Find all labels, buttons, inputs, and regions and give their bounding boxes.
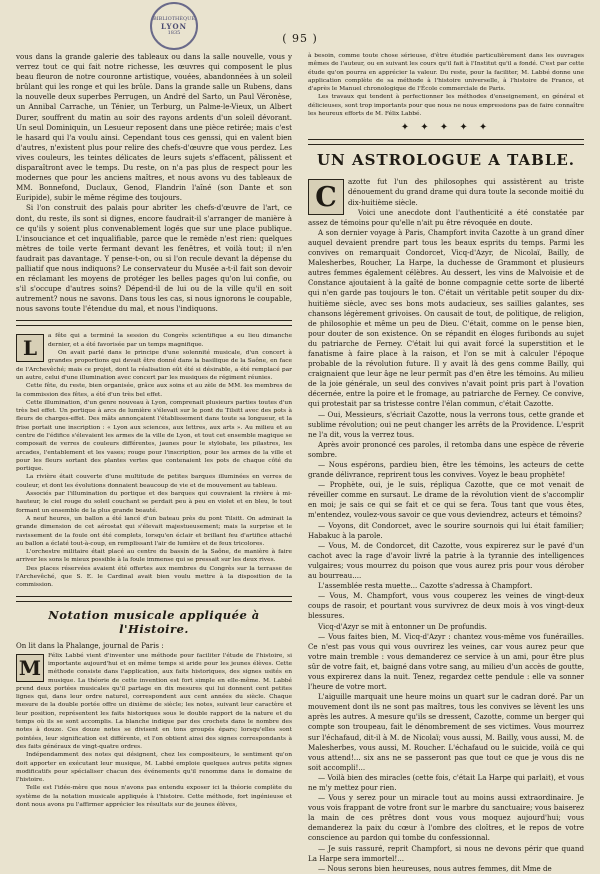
astrologue-paragraph-11: — Vous, M. Champfort, vous vous couperez les veines de vingt-deux coups de rasoir, et pourtant vous survivrez de deux mois à vos vingt-deux blessures. <box>308 591 584 621</box>
stamp-top-text: BIBLIOTHÈQUE <box>152 15 196 22</box>
astrologue-paragraph-3: A son dernier voyage à Paris, Champfort invita Cazotte à un grand dîner auquel devaient prendre part tous les beaux esprits du temps. Parmi les convives on remarquait Condorcet, Vicq-d'Azyr, de Nicolaï, Bailly, de Malesherbes, Roucher, La Harpe, la duchesse de Grammont et plusieurs autres femmes également célèbres. Au dessert, les vins de Malvoisie et de Constance ajoutaient à la gaîté de bonne compagnie cette sorte de liberté qui n'en garde pas toujours le ton. C'était un véritable petit souper du dix-huitième siècle, avec ses bons mots audacieux, ses saillies galantes, ses chansons légèrement grivoises. On causait de tout, de politique, de religion, de philosophie et même un peu de Dieu. C'était, comme on le pense bien, pour douter de son existence. On se répandit en éloges furibonds au sujet du patriarche de Ferney. C'était lui qui avait forcé la superstition et le fanatisme à faire place à la raison, et l'on se mit à calculer l'époque probable de la révolution future. Il y avait là des gens comme Bailly, qui craignaient que leur âge ne leur permît pas d'en être les témoins. Au milieu de la joie générale, un seul des convives n'avait point pris part à l'ovation décernée, entre la poire et le fromage, au patriarche de Ferney. Ce convive, qui protestait par sa tristesse contre l'élan commun, c'était Cazotte. <box>308 227 584 409</box>
astrologue-paragraph-18: — Nous serons bien heureuses, nous autres femmes, dit Mme de <box>318 863 552 873</box>
fete-dropcap: L <box>16 334 44 362</box>
notation-continued-1: à besoin, comme toute chose sérieuse, d'être étudiée particulièrement dans les ouvrages mêmes de l'auteur, ou en suivant les cours qu'il fait à l'Institut qu'il a fondé. C'est par cette étude qu'on pourra en apprécier la valeur. Du reste, pour la faciliter, M. Labbé donne une application complète de sa méthode à l'histoire universelle, à l'histoire de France, et d'après le Manuel chronologique de l'École commerciale de Paris. <box>308 53 584 93</box>
notation-dropcap: M <box>16 654 44 682</box>
astrologue-headline: UN ASTROLOGUE A TABLE. <box>316 151 576 170</box>
fete-article <box>16 332 292 589</box>
astrologue-paragraph-2: Voici une anecdote dont l'authenticité a été constatée par assez de témoins pour qu'elle n'ait pu être révoquée en doute. <box>308 207 584 227</box>
fete-paragraph-1: a fête qui a terminé la session du Congrès scientifique a eu lieu dimanche dernier, et a été favorisée par un temps magnifique. <box>48 333 292 348</box>
section-divider <box>16 596 292 602</box>
left-column <box>16 52 292 836</box>
right-column <box>308 52 584 873</box>
astrologue-paragraph-16: — Vous y serez pour un miracle tout au moins aussi extraordinaire. Je vous vois frappant de votre front sur le marbre du sanctuaire; vous baiserez la main de ces prêtres dont vous vous moquez aujourd'hui; vous demanderez la paix du cœur à l'ombre des cloîtres, et le repos de votre conscience au pardon qui tombe du confessionnal. <box>308 793 584 843</box>
museum-paragraph-2: Si l'on construit des palais pour abriter les chefs-d'œuvre de l'art, ce dont, du reste, ils sont si dignes, encore faudrait-il s'arranger de manière à ce qu'ils y soient plus convenablement logés que sur une place publique. L'insouciance et cet inqualifiable, parce que le remède n'est rien: quelques mètres de toile verte fermant devant les fenêtres, et voilà tout; il n'en faudrait pas davantage. Y pense-t-on, ou si l'on recule devant la dépense du palliatif que nous indiquons? Le conservateur du Musée a-t-il fait son devoir en réclamant les moyens de protéger les belles pages qu'on lui confie, ou s'il s'occupe d'autres soins? Dépend-il de lui ou de la ville qu'il en soit autrement? nous ne savons. Dans tous les cas, si nous ignorons le coupable, nous savons toute l'étendue du mal, et nous l'indiquons. <box>16 203 292 314</box>
stamp-city-text: LYON <box>161 21 187 31</box>
notation-headline: Notation musicale appliquée à l'Histoire. <box>48 607 260 636</box>
astrologue-paragraph-6: — Nous espérons, pardieu bien, être les témoins, les acteurs de cette grande délivrance, reprirent tous les convives. Voyez le beau prophète! <box>308 460 584 480</box>
astrologue-paragraph-8: — Voyons, dit Condorcet, avec le sourire sournois qui lui était familier; Habakuc à la parole. <box>308 520 584 540</box>
fete-paragraph-8: L'orchestre militaire était placé au centre du bassin de la Saône, de manière à faire arriver les sons le mieux possible à la foule immense qui se pressait sur les deux rives. <box>16 549 292 564</box>
notation-paragraph-1: Félix Labbé vient d'inventer une méthode pour faciliter l'étude de l'histoire, si importante aujourd'hui et en même temps si aride pour les jeunes élèves. Cette méthode consiste dans l'application, aux faits historiques, des signes usités en musique. La théorie de cette invention est fort simple en elle-même. M. Labbé prend deux portées musicales qu'il partage en dix mesures qui lui donnent cent petites lignes qui, dans leur ordre naturel, correspondent aux cent années du siècle. Chaque mesure de la double portée offre un dixième de siècle; les notes, suivant leur caractère et leur position, représentent les faits historiques sous le double rapport de la nature et du temps où ils se sont accomplis. La blanche indique par des crochets dans le nombre des notes à douze. Ces douze notes se divisent en tons groupés épars; lorsqu'elles sont pointées, leur signification est différente, et l'on obtient ainsi des signes correspondants à des faits généraux de vingt-quatre ordres. <box>16 652 292 750</box>
section-divider <box>16 320 292 326</box>
fete-paragraph-7: A neuf heures, un ballon a été lancé d'un bateau près du pont Tilsitt. On admirait la grande dimension de cet aérostat qui s'élevait majestueusement; mais la surprise et le ravissement de la foule ont été complets, lorsqu'en éclair et brillant feu d'artifice attaché au ballon a éclaté tout-à-coup, en remplissant l'air de lumière et de feux tricolores. <box>16 515 292 547</box>
fete-paragraph-6: Associés par l'illumination du portique et des barques qui couvraient la rivière à mi-hauteur, le ciel rouge du soleil couchant se perdait peu à peu en violet et en bleu, le tout formant un ensemble de la plus grande beauté. <box>16 491 292 514</box>
astrologue-paragraph-13: — Vous faites bien, M. Vicq-d'Azyr : chantez vous-même vos funérailles. Ce n'est pas vous qui vous ouvrirez les veines, car vous aurez peur que votre main tremble : vous demanderez ce service à un ami, pour être plus sûr de votre fait, et, baigné dans votre sang, au milieu d'un accès de goutte, vous expirerez dans la nuit. Tenez, regardez cette pendule : elle va sonner l'heure de votre mort. <box>308 631 584 692</box>
astrologue-dropcap: C <box>308 179 344 215</box>
fete-paragraph-4: Cette illumination, d'un genre nouveau à Lyon, comprenait plusieurs parties toutes d'un très bel effet. Un portique à arcs de lumière s'élevait sur le pont du Tilsitt avec des pots à fleurs de charges-effet. Des mâts annonçaient l'établissement dans toute sa longueur, et la frise portait une inscription : « Lyon aux sciences, aux lettres, aux arts ». Au milieu et au centre de l'édifice s'élevaient les armes de la ville de Lyon, et tout cet ensemble magique se composait de verres de couleurs différentes, jaunes pour le stylobate, les pilastres, les arcades, l'entablement et les vases; rouge pour l'inscription, pour les armes de la ville et pour les fleurs sortant des plantes vertes que contenaient les pots de chaque côté du portique. <box>16 399 292 473</box>
astrologue-paragraph-10: L'assemblée resta muette... Cazotte s'adressa à Champfort. <box>318 581 533 591</box>
page-number: ( 95 ) <box>282 32 318 45</box>
astrologue-paragraph-15: — Voilà bien des miracles (cette fois, c'était La Harpe qui parlait), et vous ne m'y mettez pour rien. <box>308 772 584 792</box>
astrologue-paragraph-14: L'aiguille marquait une heure moins un quart sur le cadran doré. Par un mouvement dont ils ne sont pas maîtres, tous les convives se lèvent les uns après les autres. A mesure qu'ils se dressent, Cazotte, comme un berger qui compte son troupeau, fait le dénombrement de ses victimes. Vous mourrez sur l'échafaud, dit-il à M. de Nicolaï; vous aussi, M. Bailly, vous aussi, M. de Malesherbes, vous aussi, M. Roucher. L'échafaud ou le suicide, voilà ce qui vous attend!... six ans ne se passeront pas que tout ce que je vous dis ne soit accompli!... <box>308 692 584 772</box>
section-divider <box>308 139 584 145</box>
astrologue-article <box>308 177 584 873</box>
astrologue-paragraph-1: azotte fut l'un des philosophes qui assistèrent au triste dénouement du grand drame qui dura toute la seconde moitié du dix-huitième siècle. <box>348 177 584 207</box>
fete-paragraph-9: Des places réservées avaient été offertes aux membres du Congrès sur la terrasse de l'Archevêché, que S. E. le Cardinal avait bien voulu mettre à la disposition de la commission. <box>16 565 292 589</box>
astrologue-paragraph-4: — Oui, Messieurs, s'écriait Cazotte, nous la verrons tous, cette grande et sublime révolution; oui ne peut changer les arrêts de la Providence. L'esprit ne l'a dit, vous la verrez tous. <box>308 409 584 439</box>
notation-byline: On lit dans la Phalange, journal de Paris : <box>16 641 164 650</box>
astrologue-paragraph-7: — Prophète, oui, je le suis, répliqua Cazotte, que ce mot venait de réveiller comme en sursaut. Le drame de la révolution vient de s'accomplir en moi; je sais ce qui se fait et ce qui se fera. Tous tant que vous êtes, m'entendez, voulez-vous savoir ce que vous deviendrez, acteurs et témoins? <box>308 480 584 520</box>
fete-paragraph-2: On avait parlé dans le principe d'une solennité musicale, d'un concert à grandes proportions qui devait être donné dans la basilique de la Saône, en face de l'Archevêché; mais ce projet, dont la réalisation eût été si désirable, a été remplacé par un autre, celui d'une illumination avec concert par les musiques de régiment réunies. <box>16 350 292 381</box>
ornament-divider: ✦ ✦ ✦ ✦ ✦ <box>400 122 492 134</box>
notation-article <box>16 652 292 810</box>
astrologue-paragraph-17: — Je suis rassuré, reprit Champfort, si nous ne devons périr que quand La Harpe sera immortel!... <box>308 843 584 863</box>
astrologue-paragraph-5: Après avoir prononcé ces paroles, il retomba dans une espèce de rêverie sombre. <box>308 439 584 459</box>
fete-paragraph-3: Cette fête, du reste, bien organisée, grâce aux soins et au zèle de MM. les membres de la commission des fêtes, a été d'un très bel effet. <box>16 383 292 398</box>
astrologue-paragraph-9: — Vous, M. de Condorcet, dit Cazotte, vous expirerez sur le pavé d'un cachot avec la rage d'avoir livré la patrie à la tyrannie des intelligences vulgaires; vous mourrez du poison que vous aurez pris pour vous dérober au bourreau.... <box>308 540 584 581</box>
fete-paragraph-5: La rivière était couverte d'une multitude de petites barques illuminées en verres de couleur, et dont les évolutions donnaient beaucoup de vie et de mouvement au tableau. <box>16 474 292 489</box>
notation-paragraph-3: Telle est l'idée-mère que nous n'avons pas entendu exposer ici la théorie complète du système de la notation musicale appliquée à l'histoire. Cette méthode, fort ingénieuse et dont nous avons pu l'affirmer apprécier les résultats sur de jeunes élèves, <box>16 785 292 808</box>
notation-continued-2: Les travaux qui tendent à perfectionner les méthodes d'enseignement, en général et délicieuses, sont trop importants pour que nous ne nous empressions pas de faire connaître les heureux efforts de M. Félix Labbé. <box>308 94 584 118</box>
museum-paragraph-1: vous dans la grande galerie des tableaux ou dans la salle nouvelle, vous y verrez tout ce qui fait notre richesse, les œuvres qui composent le plus beau fleuron de notre couronne artistique, vouées, abandonnées à un soleil brûlant qui les ronge et qui les brûle. Dans la grande salle un Rubens, dans la nouvelle deux superbes Perrugen, un André del Sarto, un Paul Véronèse, un Annibal Carrache, un Ténier, un Terburg, un Palme-le-Vieux, un Albert Durer, souffrent du matin au soir des rayons ardents d'un soleil dévorant. Un seul Dominiquin, un Lesueur reposent dans une pièce retirée; mais c'est le hasard qui l'a voulu ainsi. Cependant tous ces genssi, qui en valent bien d'autres, n'existent plus pour relire des chefs-d'œuvre que vous perdez. Les vives couleurs, les teintes délicates de leurs sujets s'effacent, pâlissent et disparaîtront avec le temps. Du reste, on n'a pas plus de respect pour les modernes que pour les anciens maîtres, et nous avons vu des tableaux de MM. Bonnefond, Duclaux, Genod, Flandrin l'aîné (son Dante et son Euripide), subir le même régime des toujours. <box>16 52 292 203</box>
notation-paragraph-2: Indépendamment des notes qui désignent, chez les compositeurs, le sentiment qu'on doit apporter en exécutant leur musique, M. Labbé emploie quelques autres petits signes modificatifs pour spécialiser chacun des événements qu'il renomme dans le domaine de l'histoire. <box>16 752 292 784</box>
stamp-year-text: 1835 <box>167 29 181 36</box>
astrologue-paragraph-12: Vicq-d'Azyr se mit à entonner un De profundis. <box>318 621 487 631</box>
